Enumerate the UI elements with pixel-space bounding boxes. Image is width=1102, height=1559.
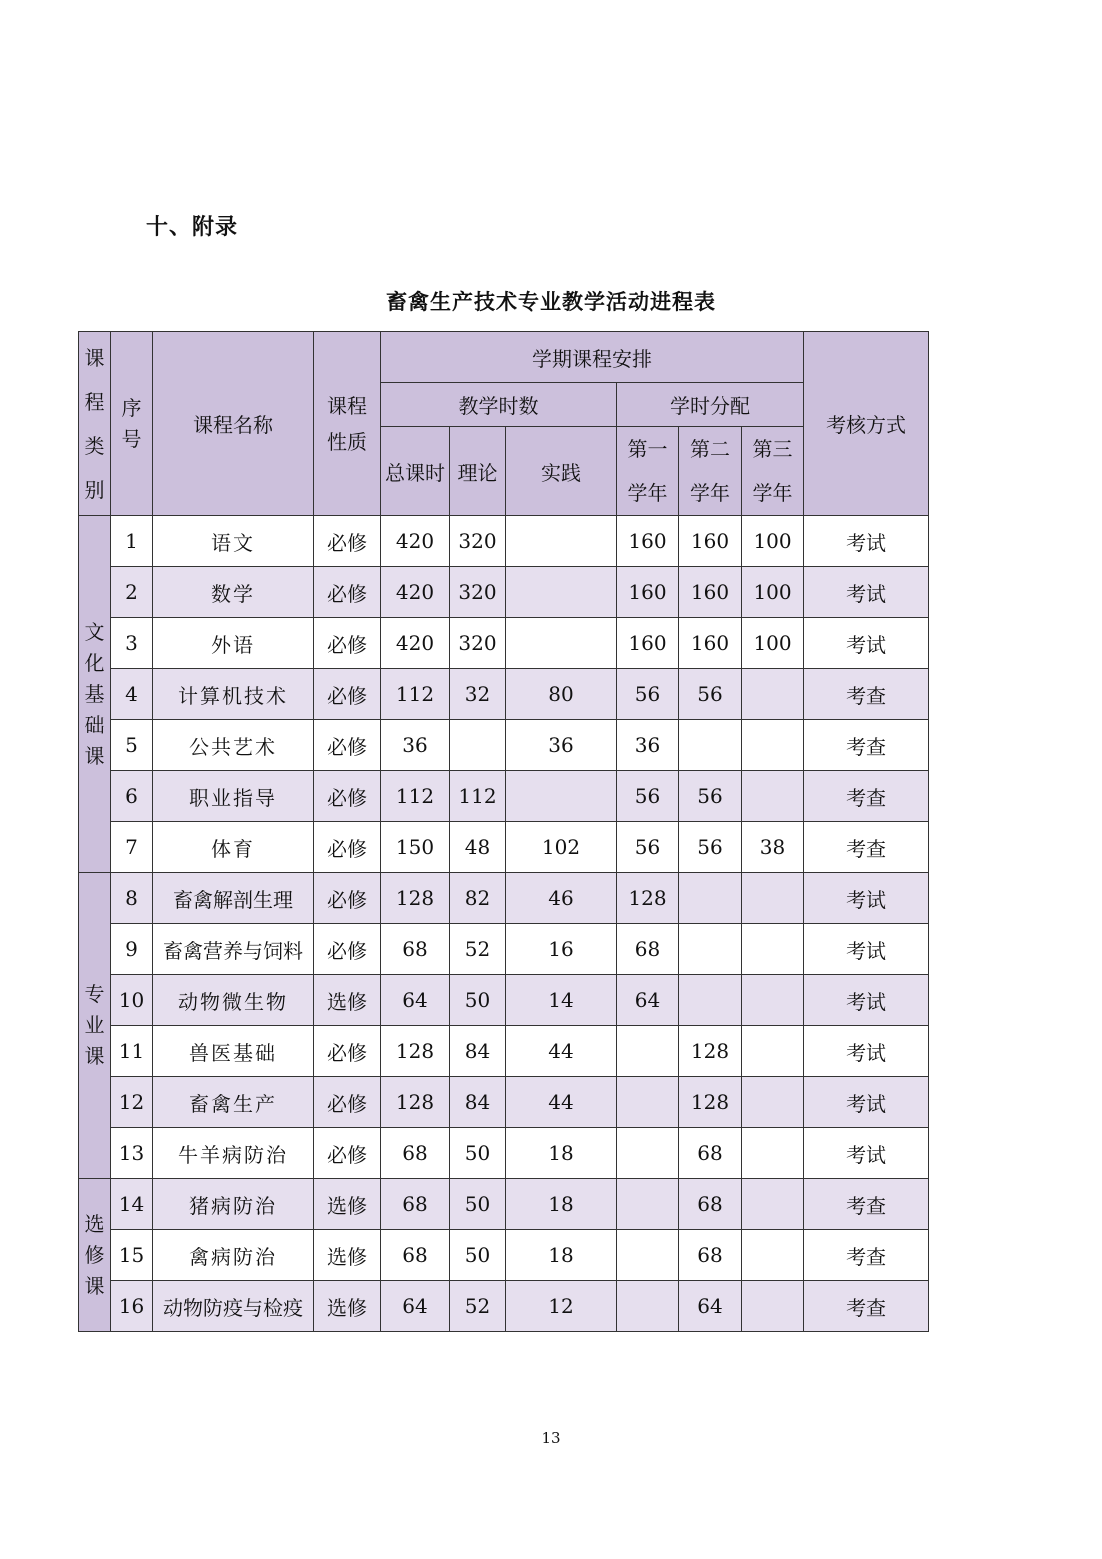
row-course-name: 数学	[153, 567, 314, 618]
row-theory-hours: 320	[450, 618, 506, 669]
row-nature: 必修	[314, 618, 381, 669]
row-exam-method: 考查	[804, 1230, 929, 1281]
row-year3-hours	[742, 924, 804, 975]
row-theory-hours: 320	[450, 516, 506, 567]
row-year3-hours	[742, 975, 804, 1026]
header-seq: 序号	[111, 332, 153, 516]
page-number: 13	[541, 1429, 561, 1447]
header-schedule: 学期课程安排	[381, 332, 804, 383]
row-year2-hours: 160	[679, 516, 742, 567]
row-seq: 15	[111, 1230, 153, 1281]
row-nature: 选修	[314, 1179, 381, 1230]
table-row	[79, 771, 929, 822]
row-total-hours: 68	[381, 924, 450, 975]
row-seq: 10	[111, 975, 153, 1026]
row-year2-hours	[679, 720, 742, 771]
row-practice-hours: 102	[506, 822, 617, 873]
row-year1-hours: 56	[617, 669, 679, 720]
row-seq: 2	[111, 567, 153, 618]
row-nature: 必修	[314, 669, 381, 720]
row-course-name: 畜禽营养与饲料	[153, 924, 314, 975]
header-course-name: 课程名称	[153, 332, 314, 516]
row-year3-hours	[742, 1026, 804, 1077]
row-course-name: 公共艺术	[153, 720, 314, 771]
row-year2-hours	[679, 924, 742, 975]
row-practice-hours: 18	[506, 1230, 617, 1281]
row-practice-hours	[506, 771, 617, 822]
table-row	[79, 1230, 929, 1281]
row-seq: 11	[111, 1026, 153, 1077]
category-cell: 专业课	[79, 873, 111, 1179]
row-course-name: 禽病防治	[153, 1230, 314, 1281]
row-course-name: 外语	[153, 618, 314, 669]
row-practice-hours: 44	[506, 1077, 617, 1128]
row-seq: 1	[111, 516, 153, 567]
row-year2-hours	[679, 873, 742, 924]
row-seq: 12	[111, 1077, 153, 1128]
row-course-name: 畜禽生产	[153, 1077, 314, 1128]
row-year2-hours: 56	[679, 669, 742, 720]
row-total-hours: 68	[381, 1179, 450, 1230]
row-practice-hours: 14	[506, 975, 617, 1026]
row-seq: 3	[111, 618, 153, 669]
row-seq: 4	[111, 669, 153, 720]
row-seq: 9	[111, 924, 153, 975]
row-total-hours: 64	[381, 975, 450, 1026]
row-practice-hours: 46	[506, 873, 617, 924]
row-year3-hours	[742, 669, 804, 720]
row-practice-hours: 80	[506, 669, 617, 720]
row-practice-hours	[506, 516, 617, 567]
row-course-name: 计算机技术	[153, 669, 314, 720]
row-year1-hours	[617, 1230, 679, 1281]
row-theory-hours: 82	[450, 873, 506, 924]
row-seq: 13	[111, 1128, 153, 1179]
row-year3-hours	[742, 720, 804, 771]
row-total-hours: 112	[381, 771, 450, 822]
table-row	[79, 567, 929, 618]
schedule-table	[78, 331, 929, 1332]
header-nature: 课程性质	[314, 332, 381, 516]
row-year1-hours	[617, 1026, 679, 1077]
row-year3-hours	[742, 1128, 804, 1179]
row-seq: 6	[111, 771, 153, 822]
row-year2-hours: 64	[679, 1281, 742, 1332]
row-year2-hours: 128	[679, 1077, 742, 1128]
row-nature: 必修	[314, 516, 381, 567]
row-year1-hours: 160	[617, 618, 679, 669]
row-year3-hours: 38	[742, 822, 804, 873]
row-theory-hours: 84	[450, 1077, 506, 1128]
row-exam-method: 考查	[804, 1281, 929, 1332]
row-theory-hours: 50	[450, 1179, 506, 1230]
row-theory-hours: 48	[450, 822, 506, 873]
row-total-hours: 68	[381, 1230, 450, 1281]
row-theory-hours: 50	[450, 1128, 506, 1179]
row-practice-hours: 18	[506, 1128, 617, 1179]
row-course-name: 猪病防治	[153, 1179, 314, 1230]
table-row	[79, 669, 929, 720]
header-exam: 考核方式	[804, 332, 929, 516]
table-row	[79, 975, 929, 1026]
row-practice-hours	[506, 567, 617, 618]
row-theory-hours: 112	[450, 771, 506, 822]
row-course-name: 动物防疫与检疫	[153, 1281, 314, 1332]
table-row	[79, 516, 929, 567]
header-category: 课程类别	[79, 332, 111, 516]
row-nature: 必修	[314, 1077, 381, 1128]
row-year1-hours: 36	[617, 720, 679, 771]
row-total-hours: 68	[381, 1128, 450, 1179]
row-year1-hours: 56	[617, 771, 679, 822]
row-year2-hours: 160	[679, 618, 742, 669]
row-theory-hours: 52	[450, 924, 506, 975]
header-year1: 第一学年	[617, 427, 679, 516]
row-year2-hours: 56	[679, 771, 742, 822]
row-year3-hours	[742, 1281, 804, 1332]
table-row	[79, 618, 929, 669]
header-total: 总课时	[381, 427, 450, 516]
row-year2-hours: 128	[679, 1026, 742, 1077]
row-nature: 必修	[314, 1026, 381, 1077]
header-hours: 教学时数	[381, 383, 617, 427]
row-nature: 必修	[314, 567, 381, 618]
row-year3-hours	[742, 771, 804, 822]
table-title: 畜禽生产技术专业教学活动进程表	[386, 290, 716, 314]
row-nature: 选修	[314, 975, 381, 1026]
row-nature: 必修	[314, 720, 381, 771]
row-year1-hours: 56	[617, 822, 679, 873]
row-exam-method: 考查	[804, 771, 929, 822]
row-year1-hours	[617, 1179, 679, 1230]
row-exam-method: 考试	[804, 924, 929, 975]
table-row	[79, 1077, 929, 1128]
category-cell: 选修课	[79, 1179, 111, 1332]
row-exam-method: 考试	[804, 1128, 929, 1179]
row-year1-hours	[617, 1077, 679, 1128]
category-cell: 文化基础课	[79, 516, 111, 873]
row-year2-hours: 68	[679, 1230, 742, 1281]
row-year2-hours: 68	[679, 1179, 742, 1230]
row-course-name: 体育	[153, 822, 314, 873]
row-year1-hours: 160	[617, 516, 679, 567]
row-theory-hours: 320	[450, 567, 506, 618]
table-row	[79, 822, 929, 873]
row-year1-hours: 128	[617, 873, 679, 924]
row-total-hours: 420	[381, 516, 450, 567]
row-seq: 16	[111, 1281, 153, 1332]
table-body	[79, 332, 929, 1332]
row-total-hours: 36	[381, 720, 450, 771]
table-row	[79, 924, 929, 975]
section-heading: 十、附录	[146, 215, 239, 240]
row-exam-method: 考查	[804, 669, 929, 720]
row-nature: 必修	[314, 771, 381, 822]
row-total-hours: 420	[381, 567, 450, 618]
row-course-name: 牛羊病防治	[153, 1128, 314, 1179]
header-year3: 第三学年	[742, 427, 804, 516]
table-row	[79, 1281, 929, 1332]
row-exam-method: 考查	[804, 720, 929, 771]
row-practice-hours	[506, 618, 617, 669]
row-nature: 必修	[314, 924, 381, 975]
row-year1-hours	[617, 1128, 679, 1179]
row-seq: 7	[111, 822, 153, 873]
row-total-hours: 128	[381, 873, 450, 924]
row-theory-hours: 50	[450, 1230, 506, 1281]
row-nature: 必修	[314, 873, 381, 924]
row-nature: 选修	[314, 1230, 381, 1281]
header-theory: 理论	[450, 427, 506, 516]
row-total-hours: 64	[381, 1281, 450, 1332]
row-seq: 8	[111, 873, 153, 924]
header-practice: 实践	[506, 427, 617, 516]
row-course-name: 动物微生物	[153, 975, 314, 1026]
row-exam-method: 考试	[804, 873, 929, 924]
row-year1-hours: 64	[617, 975, 679, 1026]
row-course-name: 兽医基础	[153, 1026, 314, 1077]
row-theory-hours: 50	[450, 975, 506, 1026]
row-theory-hours: 84	[450, 1026, 506, 1077]
row-exam-method: 考试	[804, 1077, 929, 1128]
row-theory-hours: 32	[450, 669, 506, 720]
row-seq: 14	[111, 1179, 153, 1230]
row-year2-hours: 68	[679, 1128, 742, 1179]
table-row	[79, 1128, 929, 1179]
row-nature: 必修	[314, 822, 381, 873]
row-year1-hours: 160	[617, 567, 679, 618]
row-year2-hours	[679, 975, 742, 1026]
row-course-name: 畜禽解剖生理	[153, 873, 314, 924]
row-year2-hours: 56	[679, 822, 742, 873]
row-year3-hours	[742, 1077, 804, 1128]
row-year3-hours	[742, 873, 804, 924]
header-year2: 第二学年	[679, 427, 742, 516]
row-year2-hours: 160	[679, 567, 742, 618]
row-seq: 5	[111, 720, 153, 771]
row-year1-hours	[617, 1281, 679, 1332]
row-theory-hours: 52	[450, 1281, 506, 1332]
table-row	[79, 1179, 929, 1230]
row-exam-method: 考试	[804, 567, 929, 618]
row-theory-hours	[450, 720, 506, 771]
row-nature: 必修	[314, 1128, 381, 1179]
row-practice-hours: 16	[506, 924, 617, 975]
row-year3-hours	[742, 1230, 804, 1281]
row-total-hours: 150	[381, 822, 450, 873]
row-exam-method: 考试	[804, 975, 929, 1026]
row-exam-method: 考试	[804, 516, 929, 567]
row-course-name: 职业指导	[153, 771, 314, 822]
header-distribution: 学时分配	[617, 383, 804, 427]
row-year1-hours: 68	[617, 924, 679, 975]
row-practice-hours: 12	[506, 1281, 617, 1332]
row-total-hours: 128	[381, 1077, 450, 1128]
row-total-hours: 112	[381, 669, 450, 720]
row-year3-hours: 100	[742, 618, 804, 669]
row-total-hours: 420	[381, 618, 450, 669]
row-year3-hours: 100	[742, 567, 804, 618]
table-row	[79, 1026, 929, 1077]
row-exam-method: 考查	[804, 1179, 929, 1230]
row-practice-hours: 18	[506, 1179, 617, 1230]
row-total-hours: 128	[381, 1026, 450, 1077]
row-course-name: 语文	[153, 516, 314, 567]
row-year3-hours: 100	[742, 516, 804, 567]
table-row	[79, 720, 929, 771]
row-nature: 选修	[314, 1281, 381, 1332]
row-exam-method: 考查	[804, 822, 929, 873]
row-practice-hours: 36	[506, 720, 617, 771]
row-exam-method: 考试	[804, 618, 929, 669]
table-row	[79, 873, 929, 924]
row-practice-hours: 44	[506, 1026, 617, 1077]
row-exam-method: 考试	[804, 1026, 929, 1077]
row-year3-hours	[742, 1179, 804, 1230]
